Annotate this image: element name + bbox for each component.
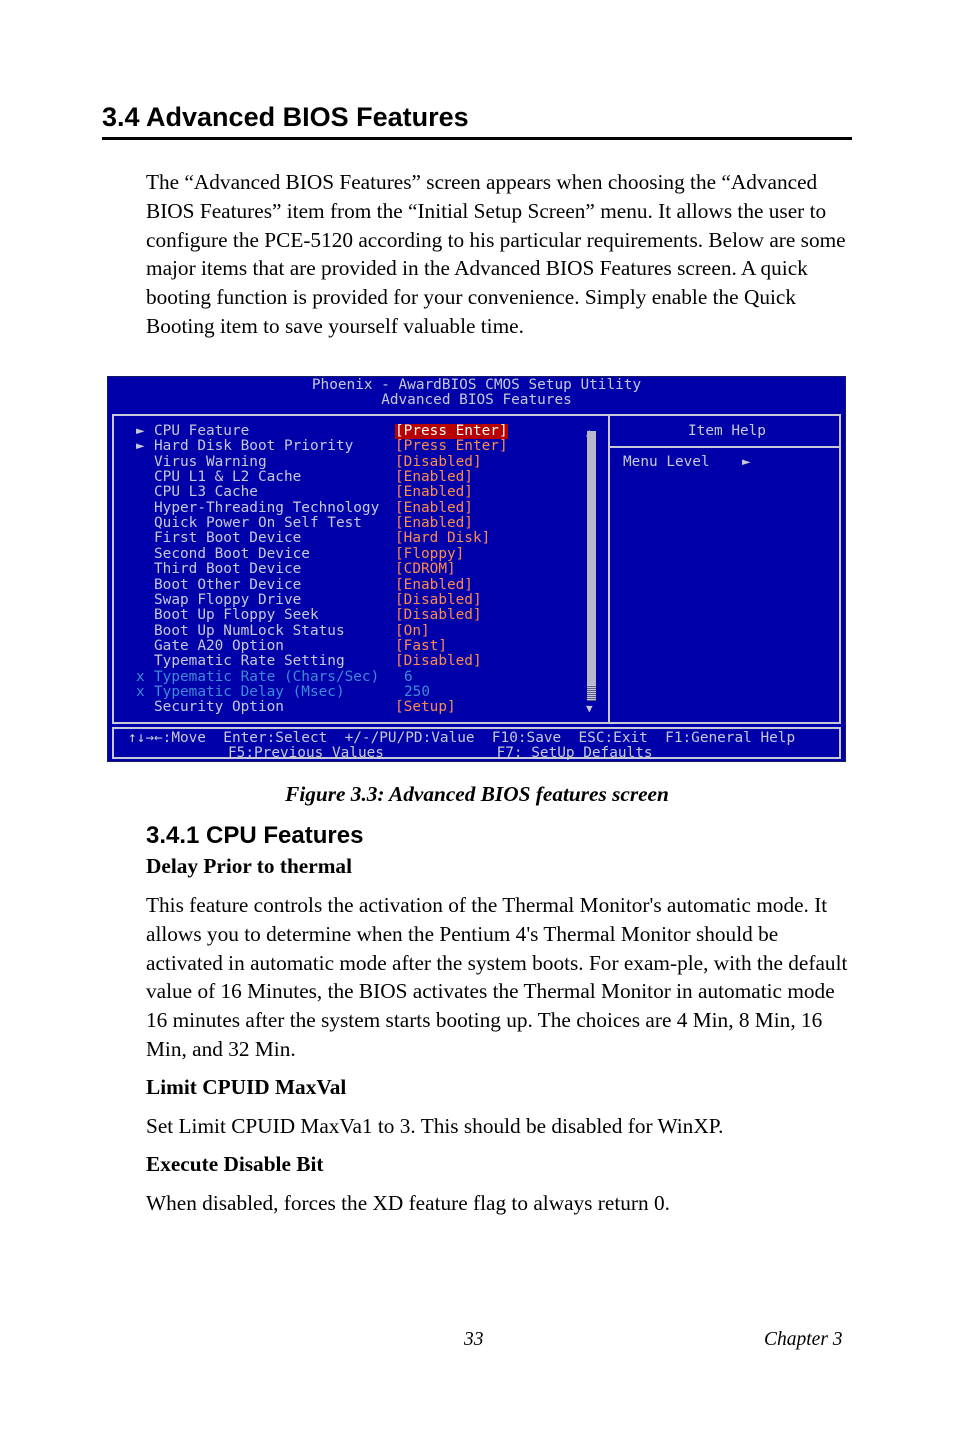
setting-label: Virus Warning (154, 453, 267, 470)
bios-footer-keys: ↑↓→←:Move Enter:Select +/-/PU/PD:Value F10:Save ESC:Exit F1:General Help (128, 730, 796, 746)
setting-value[interactable]: [CDROM] (395, 561, 456, 578)
title-rule (102, 137, 852, 140)
menu-level-arrow-icon: ► (742, 454, 751, 470)
setting-value[interactable]: [Disabled] (395, 607, 482, 624)
setting-label: Typematic Rate Setting (154, 653, 345, 670)
setting-label: Typematic Delay (Msec) (154, 683, 345, 700)
bios-help-divider (610, 446, 839, 448)
setting-label: Third Boot Device (154, 561, 302, 578)
item-help-title: Item Help (688, 423, 766, 439)
setting-label: Quick Power On Self Test (154, 515, 362, 532)
disabled-x-icon: x (136, 683, 145, 700)
subsection-title: 3.4.1 CPU Features (146, 822, 364, 849)
page-number: 33 (464, 1329, 484, 1350)
setting-value[interactable]: [Floppy] (395, 545, 465, 562)
setting-value[interactable]: [On] (395, 622, 430, 639)
setting-label: CPU L1 & L2 Cache (154, 469, 302, 486)
setting-value: 6 (404, 668, 413, 685)
setting-value: 250 (404, 683, 430, 700)
setting-label: Gate A20 Option (154, 637, 284, 654)
desc-execute-disable-bit: When disabled, forces the XD feature flag to always return 0. (146, 1191, 670, 1215)
setting-value[interactable]: [Press Enter] (395, 423, 508, 439)
setting-value[interactable]: [Fast] (395, 637, 447, 654)
menu-level-label: Menu Level (623, 454, 710, 470)
desc-delay-prior-to-thermal: This feature controls the activation of the Thermal Monitor's automatic mode. It allows you to determine when the Pentium 4's Thermal Monitor should be activated in automatic mode after the system boots. For exam-ple, with the default value of 16 Minutes, the BIOS activates the Thermal Monitor in automatic mode 16 minutes after the system starts booting up. The choices are 4 Min, 8 Min, 16 Min, and 32 Min. (146, 893, 848, 1061)
bios-subtitle: Advanced BIOS Features (381, 392, 572, 408)
term-execute-disable-bit: Execute Disable Bit (146, 1152, 324, 1176)
figure-caption: Figure 3.3: Advanced BIOS features screen (285, 782, 669, 806)
chapter-label: Chapter 3 (764, 1329, 843, 1350)
setting-label: Boot Up NumLock Status (154, 622, 345, 639)
scrollbar-track[interactable] (587, 431, 596, 701)
setting-label: Security Option (154, 699, 284, 716)
intro-paragraph: The “Advanced BIOS Features” screen appears when choosing the “Advanced BIOS Features” item from the “Initial Setup Screen” menu. It allows the user to configure the PCE-5120 according to his particular requirements. Below are some major items that are provided in the Advanced BIOS Features screen. A quick booting function is provided for your convenience. Simply enable the Quick Booting item to save yourself valuable time. (146, 170, 846, 338)
submenu-arrow-icon: ► (136, 423, 145, 439)
setting-label: Typematic Rate (Chars/Sec) (154, 668, 380, 685)
setting-value[interactable]: [Enabled] (395, 515, 473, 532)
setting-label: First Boot Device (154, 530, 302, 547)
setting-label: Hard Disk Boot Priority (154, 438, 354, 455)
bios-title: Phoenix - AwardBIOS CMOS Setup Utility (311, 377, 642, 393)
disabled-x-icon: x (136, 668, 145, 685)
scroll-down-icon[interactable]: ▼ (586, 702, 593, 715)
section-title: 3.4 Advanced BIOS Features (102, 102, 469, 132)
setting-label: Boot Other Device (154, 576, 302, 593)
setting-value[interactable]: [Disabled] (395, 653, 482, 670)
scrollbar-grip[interactable] (587, 685, 596, 701)
term-limit-cpuid-maxval: Limit CPUID MaxVal (146, 1075, 347, 1099)
setting-label: Boot Up Floppy Seek (154, 607, 319, 624)
setting-label: Swap Floppy Drive (154, 591, 302, 608)
setting-value[interactable]: [Press Enter] (395, 438, 508, 455)
setting-value[interactable]: [Disabled] (395, 591, 482, 608)
setting-value[interactable]: [Disabled] (395, 453, 482, 470)
setting-value[interactable]: [Setup] (395, 699, 456, 716)
setting-value[interactable]: [Hard Disk] (395, 530, 491, 547)
bios-screenshot (107, 376, 846, 762)
setting-value[interactable]: [Enabled] (395, 499, 473, 516)
setting-label: Second Boot Device (154, 545, 310, 562)
setting-label: Hyper-Threading Technology (154, 499, 380, 516)
setting-value[interactable]: [Enabled] (395, 469, 473, 486)
setting-label: CPU Feature (154, 423, 250, 439)
term-delay-prior-to-thermal: Delay Prior to thermal (146, 854, 353, 878)
setting-label: CPU L3 Cache (154, 484, 258, 501)
submenu-arrow-icon: ► (136, 438, 145, 455)
bios-footer-keys-2: F5:Previous Values F7: SetUp Defaults (228, 745, 653, 761)
bios-column-divider (608, 416, 610, 722)
desc-limit-cpuid-maxval: Set Limit CPUID MaxVa1 to 3. This should be disabled for WinXP. (146, 1114, 724, 1138)
setting-value[interactable]: [Enabled] (395, 576, 473, 593)
setting-value[interactable]: [Enabled] (395, 484, 473, 501)
